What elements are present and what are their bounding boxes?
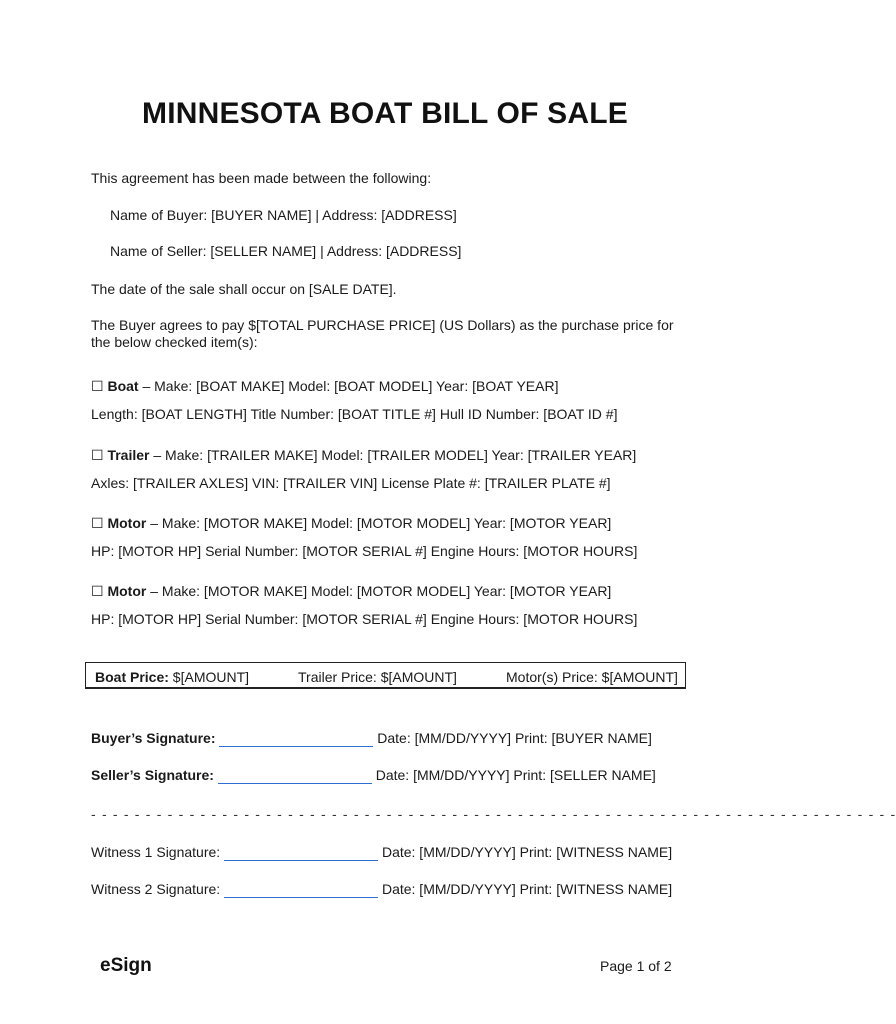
trailer-item-line [91,447,636,464]
buyer-line: Name of Buyer: [BUYER NAME] | Address: [ADDRESS] [110,207,457,223]
seller-signature-line [91,767,656,784]
motor-2-item-line [91,583,611,600]
trailer-label: Trailer [107,447,150,463]
buyer-signature-line [91,730,652,747]
buyer-signature-details: Date: [MM/DD/YYYY] Print: [BUYER NAME] [373,730,652,746]
trailer-price: Trailer Price: $[AMOUNT] [298,669,457,685]
boat-price [95,669,249,685]
boat-details-line-2: Length: [BOAT LENGTH] Title Number: [BOAT TITLE #] Hull ID Number: [BOAT ID #] [91,406,618,422]
witness-2-label: Witness 2 Signature: [91,881,221,897]
motors-price: Motor(s) Price: $[AMOUNT] [506,669,678,685]
motor-1-details-line-2: HP: [MOTOR HP] Serial Number: [MOTOR SERIAL #] Engine Hours: [MOTOR HOURS] [91,543,638,559]
seller-line: Name of Seller: [SELLER NAME] | Address: [ADDRESS] [110,243,462,259]
witness-2-details: Date: [MM/DD/YYYY] Print: [WITNESS NAME] [378,881,673,897]
seller-signature-label: Seller’s Signature: [91,767,214,783]
document-title: MINNESOTA BOAT BILL OF SALE [142,97,628,130]
price-box [85,662,686,689]
boat-details: – Make: [BOAT MAKE] Model: [BOAT MODEL] Year: [BOAT YEAR] [138,378,559,394]
motor-1-details: – Make: [MOTOR MAKE] Model: [MOTOR MODEL] Year: [MOTOR YEAR] [146,515,612,531]
buyer-signature-field[interactable] [219,732,373,747]
payment-line-1: The Buyer agrees to pay $[TOTAL PURCHASE PRICE] (US Dollars) as the purchase price for [91,317,674,333]
witness-1-signature-line [91,844,672,861]
seller-signature-field[interactable] [218,769,372,784]
boat-price-value: $[AMOUNT] [168,669,250,685]
boat-item-line [91,378,558,395]
page-number: Page 1 of 2 [600,958,672,974]
boat-checkbox[interactable]: ☐ [91,378,104,394]
motor-2-details-line-2: HP: [MOTOR HP] Serial Number: [MOTOR SERIAL #] Engine Hours: [MOTOR HOURS] [91,611,638,627]
intro-text: This agreement has been made between the following: [91,170,432,186]
trailer-details: – Make: [TRAILER MAKE] Model: [TRAILER MODEL] Year: [TRAILER YEAR] [149,447,637,463]
witness-2-signature-field[interactable] [224,883,378,898]
motor-1-item-line [91,515,611,532]
boat-label: Boat [107,378,139,394]
boat-price-label: Boat Price: [95,669,169,685]
trailer-checkbox[interactable]: ☐ [91,447,104,463]
witness-1-label: Witness 1 Signature: [91,844,221,860]
seller-signature-details: Date: [MM/DD/YYYY] Print: [SELLER NAME] [371,767,656,783]
witness-1-signature-field[interactable] [224,846,378,861]
motor-2-checkbox[interactable]: ☐ [91,583,104,599]
witness-2-signature-line [91,881,672,898]
motor-1-label: Motor [107,515,147,531]
separator-dashes: - - - - - - - - - - - - - - - - - - - - - - - - - - - - - - - - - - - - - - - - - - - - - - - - - - - - - - - - - - - - - - - - - - - - - - - - - - [91,806,896,822]
sale-date-line: The date of the sale shall occur on [SALE DATE]. [91,281,397,297]
payment-line-2: the below checked item(s): [91,334,258,350]
trailer-details-line-2: Axles: [TRAILER AXLES] VIN: [TRAILER VIN] License Plate #: [TRAILER PLATE #] [91,475,611,491]
motor-2-details: – Make: [MOTOR MAKE] Model: [MOTOR MODEL] Year: [MOTOR YEAR] [146,583,612,599]
buyer-signature-label: Buyer’s Signature: [91,730,216,746]
motor-1-checkbox[interactable]: ☐ [91,515,104,531]
esign-logo: eSign [100,955,152,976]
witness-1-details: Date: [MM/DD/YYYY] Print: [WITNESS NAME] [378,844,673,860]
motor-2-label: Motor [107,583,147,599]
